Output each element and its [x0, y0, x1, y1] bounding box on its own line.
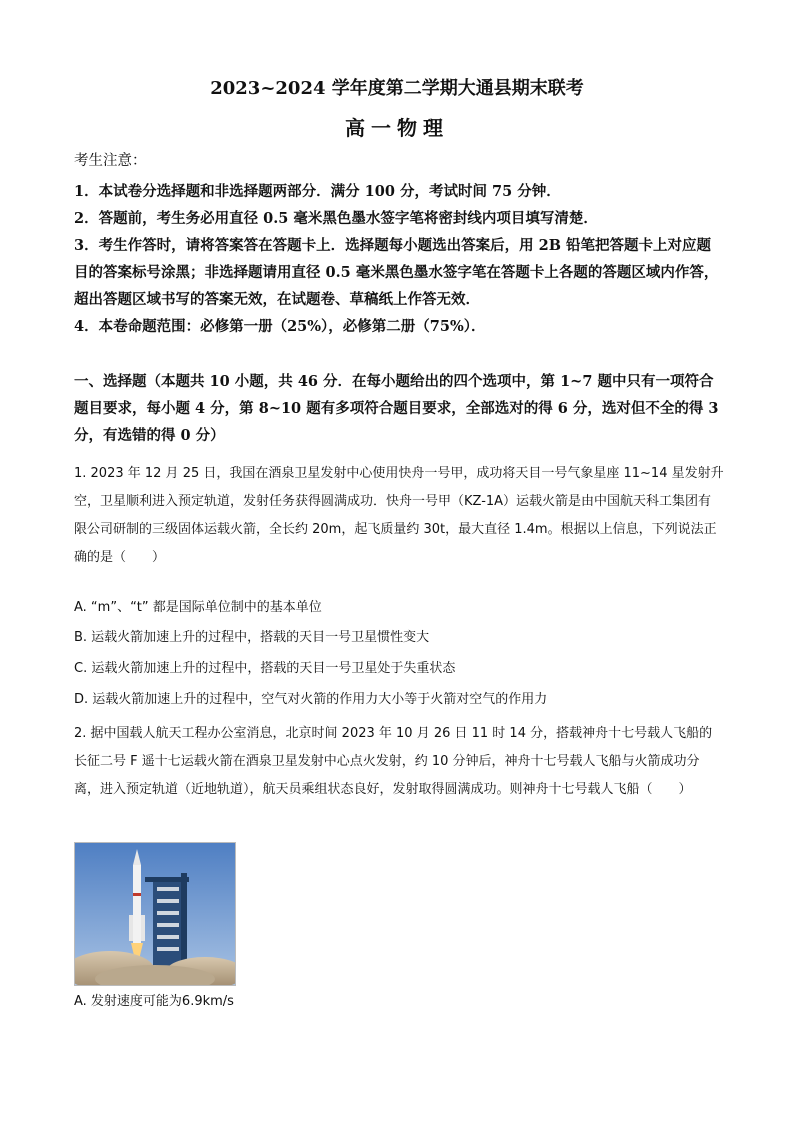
question-1-option-c: C. 运载火箭加速上升的过程中，搭载的天目一号卫星处于失重状态 — [74, 661, 456, 676]
rocket-launch-photo — [74, 842, 236, 986]
question-1-stem: 1. 2023 年 12 月 25 日，我国在酒泉卫星发射中心使用快舟一号甲，成功将天目一号气象星座 11~14 星发射升空，卫星顺利进入预定轨道，发射任务获得圆满成功．快舟一号甲（KZ-1A）运载火箭是由中国航天科工集团有限公司研制的三级固体运载火箭，全长约 20m，起飞质量约 30t，最大直径 1.4m。根据以上信息，下列说法正确的是（ ） — [74, 466, 724, 565]
notice-heading: 考生注意： — [74, 153, 147, 169]
subject-title: 高一物理 — [345, 116, 449, 140]
notice-item: 2．答题前，考生务必用直径 0.5 毫米黑色墨水签字笔将密封线内项目填写清楚． — [74, 210, 598, 227]
question-1-option-d: D. 运载火箭加速上升的过程中，空气对火箭的作用力大小等于火箭对空气的作用力 — [74, 692, 548, 707]
question-1-option-b: B. 运载火箭加速上升的过程中，搭载的天目一号卫星惯性变大 — [74, 630, 430, 645]
notice-item: 4．本卷命题范围：必修第一册（25%），必修第二册（75%）． — [74, 318, 486, 335]
notice-list — [74, 178, 724, 340]
exam-title: 2023~2024 学年度第二学期大通县期末联考 — [210, 78, 584, 99]
section-one-instructions: 一、选择题（本题共 10 小题，共 46 分．在每小题给出的四个选项中，第 1~7 题中只有一项符合题目要求，每小题 4 分，第 8~10 题有多项符合题目要求，全部选对的得 6 分，选对但不全的得 3 分，有选错的得 0 分） — [74, 373, 719, 444]
notice-item: 1．本试卷分选择题和非选择题两部分．满分 100 分，考试时间 75 分钟． — [74, 183, 561, 200]
question-2-stem: 2. 据中国载人航天工程办公室消息，北京时间 2023 年 10 月 26 日 11 时 14 分，搭载神舟十七号载人飞船的长征二号 F 遥十七运载火箭在酒泉卫星发射中心点火发射，约 10 分钟后，神舟十七号载人飞船与火箭成功分离，进入预定轨道（近地轨道），航天员乘组状态良好，发射取得圆满成功。则神舟十七号载人飞船（ ） — [74, 726, 713, 797]
question-2-option-a: A. 发射速度可能为6.9km/s — [74, 994, 234, 1009]
notice-item: 3．考生作答时，请将答案答在答题卡上．选择题每小题选出答案后，用 2B 铅笔把答题卡上对应题目的答案标号涂黑；非选择题请用直径 0.5 毫米黑色墨水签字笔在答题卡上各题的答题区域内作答，超出答题区域书写的答案无效，在试题卷、草稿纸上作答无效． — [74, 237, 719, 308]
question-1-option-a: A. “m”、“t” 都是国际单位制中的基本单位 — [74, 600, 322, 615]
